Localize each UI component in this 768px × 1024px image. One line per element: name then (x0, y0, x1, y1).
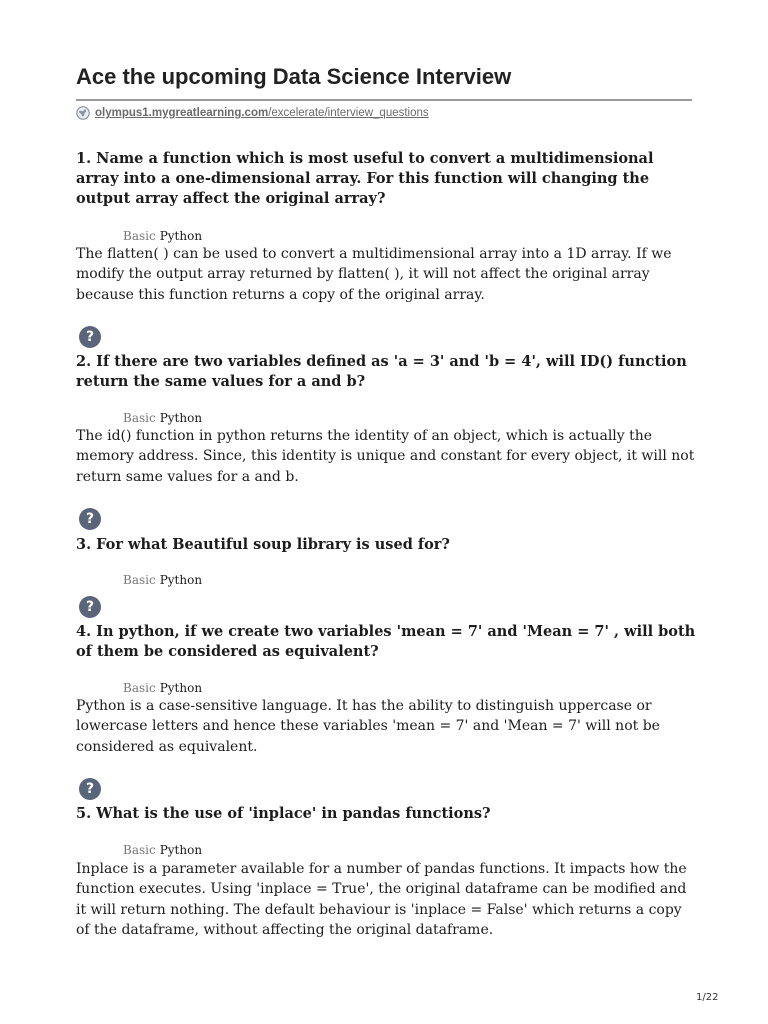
question-mark-circle-icon: ? (79, 778, 101, 800)
globe-icon (76, 106, 90, 120)
question-5-tags (123, 842, 202, 858)
page-number: 1/22 (696, 992, 719, 1003)
topic-tag: Python (159, 843, 203, 857)
topic-tag: Python (159, 411, 203, 425)
question-4-heading: 4. In python, if we create two variables 'mean = 7' and 'Mean = 7' , will both of them be considered as equivalent? (76, 623, 696, 660)
question-5-answer: Inplace is a parameter available for a number of pandas functions. It impacts how the function executes. Using 'inplace = True', the original dataframe can be modified and it will return nothing. The default behaviour is 'inplace = False' which returns a copy of the dataframe, without affecting the original dataframe. (76, 861, 687, 938)
level-tag: Basic (123, 681, 156, 695)
question-1-heading: 1. Name a function which is most useful to convert a multidimensional array into a one-dimensional array. For this function will changing the output array affect the original array? (76, 150, 654, 207)
question-mark-circle-icon: ? (79, 326, 101, 348)
source-link[interactable] (76, 105, 429, 121)
topic-tag: Python (159, 229, 203, 243)
level-tag: Basic (123, 411, 156, 425)
question-5-heading: 5. What is the use of 'inplace' in pandas functions? (76, 805, 491, 822)
question-3-heading: 3. For what Beautiful soup library is used for? (76, 536, 450, 553)
question-1-answer: The flatten( ) can be used to convert a multidimensional array into a 1D array. If we modify the output array returned by flatten( ), it will not affect the original array because this function returns a copy of the original array. (76, 246, 672, 303)
topic-tag: Python (159, 681, 203, 695)
page-title: Ace the upcoming Data Science Interview (76, 64, 512, 89)
question-2-answer: The id() function in python returns the identity of an object, which is actually the memory address. Since, this identity is unique and constant for every object, it will not return same values for a and b. (76, 428, 695, 485)
question-3-tags (123, 572, 202, 588)
question-1-tags (123, 228, 202, 244)
topic-tag: Python (159, 573, 203, 587)
question-4-answer: Python is a case-sensitive language. It has the ability to distinguish uppercase or lowercase letters and hence these variables 'mean = 7' and 'Mean = 7' will not be considered as equivalent. (76, 698, 660, 755)
title-divider (76, 99, 692, 101)
level-tag: Basic (123, 843, 156, 857)
source-path[interactable]: /excelerate/interview_questions (268, 107, 429, 119)
question-2-tags (123, 410, 202, 426)
source-domain[interactable]: olympus1.mygreatlearning.com (95, 107, 269, 119)
question-mark-circle-icon: ? (79, 508, 101, 530)
question-4-tags (123, 680, 202, 696)
question-2-heading: 2. If there are two variables defined as 'a = 3' and 'b = 4', will ID() function return the same values for a and b? (76, 353, 687, 390)
level-tag: Basic (123, 573, 156, 587)
question-mark-circle-icon: ? (79, 596, 101, 618)
level-tag: Basic (123, 229, 156, 243)
